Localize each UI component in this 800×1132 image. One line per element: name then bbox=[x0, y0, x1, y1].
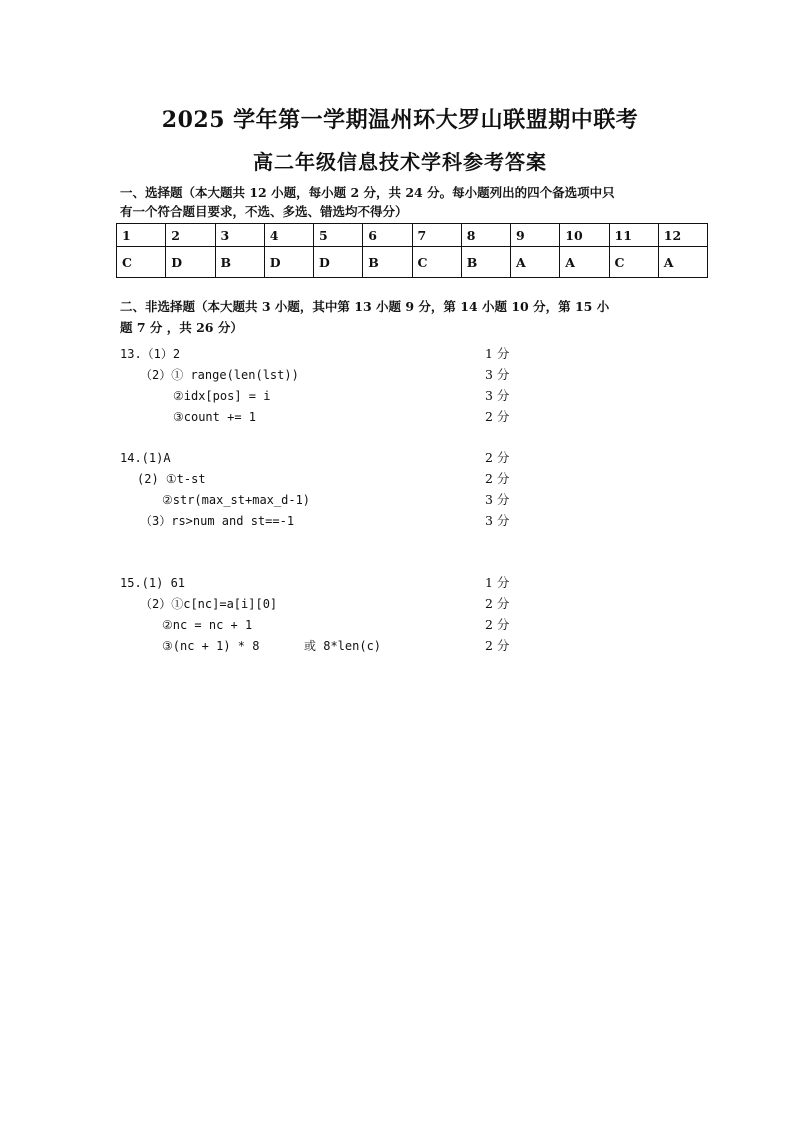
page-subtitle: 高二年级信息技术学科参考答案 bbox=[253, 150, 547, 174]
q13-line-2: （2）① range(len(lst)) bbox=[140, 368, 299, 382]
answer-cell: C bbox=[609, 247, 658, 278]
q15-alternative-answer: 或 8*len(c) bbox=[304, 639, 382, 653]
q14-line-1: 14.(1)A bbox=[120, 451, 171, 465]
question-number-cell: 9 bbox=[511, 224, 560, 247]
answer-cell: A bbox=[511, 247, 560, 278]
question-number-cell: 5 bbox=[314, 224, 363, 247]
q13-score-4: 2 分 bbox=[485, 409, 510, 424]
answer-table bbox=[116, 223, 708, 278]
answer-cell: B bbox=[363, 247, 412, 278]
q15-score-2: 2 分 bbox=[485, 596, 510, 611]
answer-cell: D bbox=[264, 247, 313, 278]
q15-score-1: 1 分 bbox=[485, 575, 510, 590]
q13-line-1: 13.（1）2 bbox=[120, 347, 181, 361]
section1-heading-line2: 有一个符合题目要求，不选、多选、错选均不得分） bbox=[120, 204, 408, 219]
section2-heading-line1: 二、非选择题（本大题共 3 小题，其中第 13 小题 9 分，第 14 小题 10 分，第 15 小 bbox=[120, 299, 610, 314]
q14-line-3: ②str(max_st+max_d-1) bbox=[162, 493, 311, 507]
q14-score-2: 2 分 bbox=[485, 471, 510, 486]
answer-cell: A bbox=[560, 247, 609, 278]
q15-line-1: 15.(1) 61 bbox=[120, 576, 186, 590]
question-number-cell: 2 bbox=[166, 224, 215, 247]
q15-score-4: 2 分 bbox=[485, 638, 510, 653]
question-number-cell: 11 bbox=[609, 224, 658, 247]
q13-line-3: ②idx[pos] = i bbox=[173, 389, 271, 403]
q15-line-2: （2）①c[nc]=a[i][0] bbox=[140, 597, 278, 611]
q14-line-2: (2) ①t-st bbox=[137, 472, 206, 486]
question-number-cell: 7 bbox=[412, 224, 461, 247]
question-number-cell: 10 bbox=[560, 224, 609, 247]
question-number-cell: 12 bbox=[658, 224, 707, 247]
answer-cell: C bbox=[412, 247, 461, 278]
answer-cell: A bbox=[658, 247, 707, 278]
question-number-cell: 6 bbox=[363, 224, 412, 247]
answer-cell: B bbox=[215, 247, 264, 278]
q14-score-3: 3 分 bbox=[485, 492, 510, 507]
question-number-cell: 1 bbox=[117, 224, 166, 247]
q13-score-2: 3 分 bbox=[485, 367, 510, 382]
question-number-cell: 4 bbox=[264, 224, 313, 247]
answer-table-answer-row bbox=[117, 247, 708, 278]
section1-heading-line1: 一、选择题（本大题共 12 小题，每小题 2 分，共 24 分。每小题列出的四个备选项中只 bbox=[120, 185, 615, 200]
q15-line-3: ②nc = nc + 1 bbox=[162, 618, 253, 632]
answer-table-number-row bbox=[117, 224, 708, 247]
q13-score-3: 3 分 bbox=[485, 388, 510, 403]
q15-line-4: ③(nc + 1) * 8 bbox=[162, 639, 260, 653]
q14-score-1: 2 分 bbox=[485, 450, 510, 465]
q15-score-3: 2 分 bbox=[485, 617, 510, 632]
answer-cell: C bbox=[117, 247, 166, 278]
page-title: 2025 学年第一学期温州环大罗山联盟期中联考 bbox=[161, 107, 639, 133]
answer-cell: B bbox=[461, 247, 510, 278]
q14-score-4: 3 分 bbox=[485, 513, 510, 528]
answer-cell: D bbox=[166, 247, 215, 278]
question-number-cell: 3 bbox=[215, 224, 264, 247]
section2-heading-line2: 题 7 分 ，共 26 分） bbox=[120, 320, 243, 335]
answer-cell: D bbox=[314, 247, 363, 278]
q14-line-4: （3）rs>num and st==-1 bbox=[140, 514, 295, 528]
q13-score-1: 1 分 bbox=[485, 346, 510, 361]
q13-line-4: ③count += 1 bbox=[173, 410, 257, 424]
question-number-cell: 8 bbox=[461, 224, 510, 247]
